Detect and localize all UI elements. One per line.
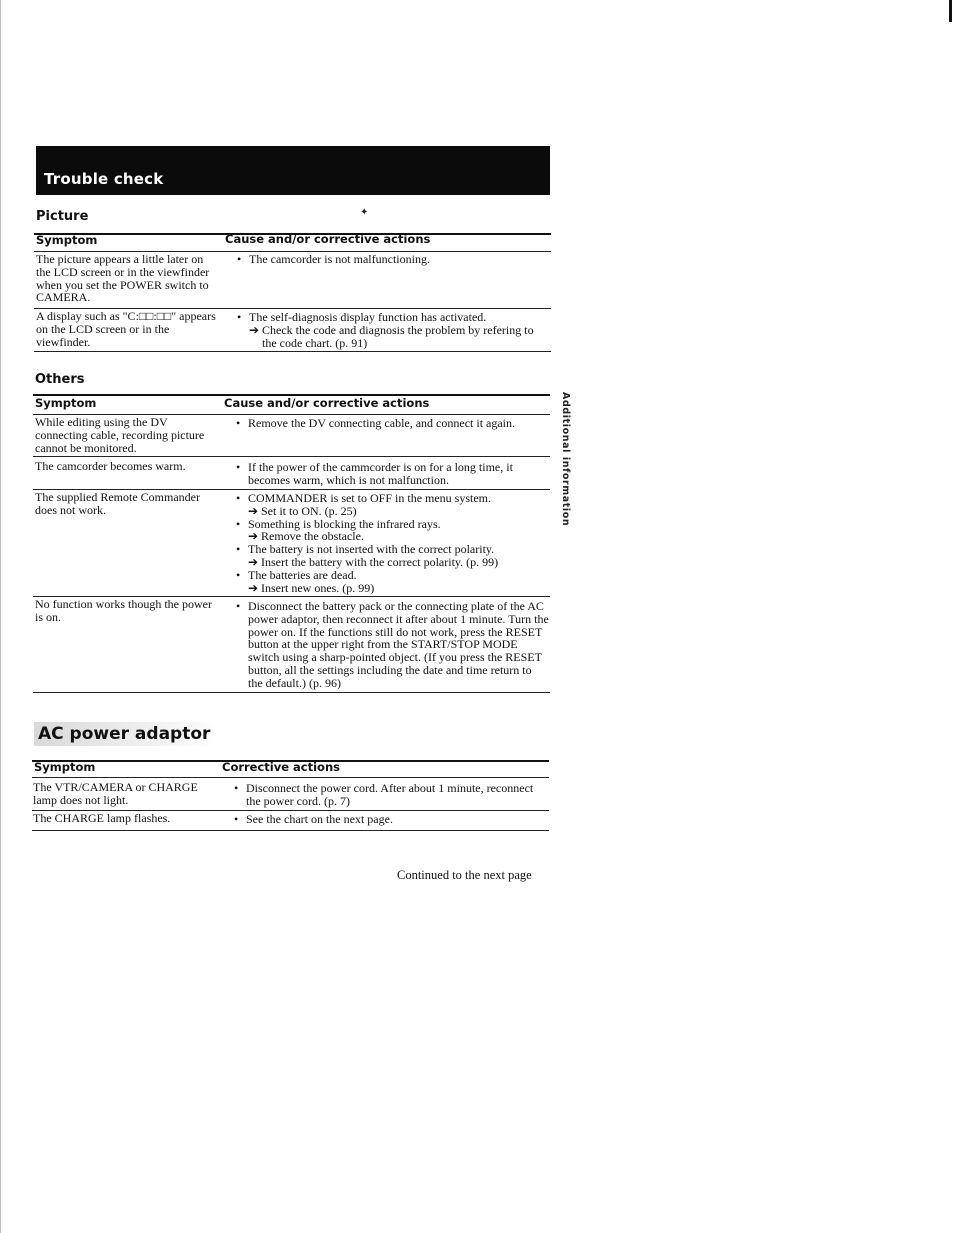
table-rule (34, 351, 551, 352)
table-row-actions (233, 782, 549, 808)
list-item: ➔ Remove the obstacle. (248, 529, 364, 544)
col-header-symptom: Symptom (35, 396, 97, 410)
table-rule (33, 692, 550, 693)
table-row-actions (235, 600, 549, 690)
arrow-icon: ➔ (248, 503, 259, 518)
col-header-cause: Cause and/or corrective actions (224, 396, 430, 410)
col-header-symptom: Symptom (34, 760, 96, 774)
list-item: • The battery is not inserted with the correct polarity. (235, 543, 549, 556)
table-row-actions (236, 253, 548, 266)
table-row-symptom: The CHARGE lamp flashes. (33, 811, 171, 825)
list-item: • Something is blocking the infrared rays. (235, 518, 549, 531)
list-item: • Remove the DV connecting cable, and connect it again. (235, 417, 549, 430)
table-row-symptom: The camcorder becomes warm. (35, 459, 186, 473)
list-item: • COMMANDER is set to OFF in the menu system. (235, 492, 549, 505)
arrow-icon: ➔ (249, 322, 260, 337)
table-row-symptom: The VTR/CAMERA or CHARGE lamp does not light. (33, 780, 198, 807)
table-row-actions (235, 417, 549, 430)
list-item: ➔ Set it to ON. (p. 25) (248, 503, 357, 518)
list-item: • The camcorder is not malfunctioning. (236, 253, 548, 266)
table-row-symptom: No function works though the power is on. (35, 597, 212, 624)
table-row-symptom: The picture appears a little later on the LCD screen or in the viewfinder when you set the POWER switch to CAMERA. (36, 252, 210, 305)
page-edge-line (0, 0, 1, 1233)
table-rule (32, 777, 549, 778)
list-item: • The self-diagnosis display function has activated. (236, 311, 548, 324)
table-row-actions (233, 813, 549, 826)
list-item: • If the power of the cammcorder is on for a long time, it becomes warm, which is not malfunction. (235, 461, 535, 487)
arrow-icon: ➔ (248, 580, 259, 595)
arrow-icon: ➔ (248, 529, 259, 544)
list-item: ➔ Check the code and diagnosis the problem by refering to the code chart. (p. 91) (249, 322, 534, 350)
table-row-actions (235, 492, 549, 594)
page-corner-mark (949, 0, 952, 22)
side-tab-label: Additional information (560, 392, 571, 527)
section-header-bar (36, 146, 550, 195)
table-row-symptom: A display such as "C:□□:□□" appears on the LCD screen or in the viewfinder. (36, 309, 216, 349)
list-item: • See the chart on the next page. (233, 813, 549, 826)
col-header-cause: Cause and/or corrective actions (225, 232, 431, 246)
list-item: ➔ Insert new ones. (p. 99) (248, 580, 375, 595)
table-row-symptom: While editing using the DV connecting cable, recording picture cannot be monitored. (35, 415, 205, 455)
list-item: • The batteries are dead. (235, 569, 549, 582)
table-row-actions (235, 461, 535, 487)
table-row-symptom: The supplied Remote Commander does not work. (35, 490, 200, 517)
table-rule (33, 456, 550, 457)
table-rule (32, 830, 549, 831)
list-item: ➔ Insert the battery with the correct polarity. (p. 99) (248, 554, 499, 569)
table-row-actions (236, 311, 548, 349)
picture-heading: Picture (36, 209, 89, 224)
others-heading: Others (35, 372, 85, 387)
list-item: • Disconnect the battery pack or the connecting plate of the AC power adaptor, then reconnect it after about 1 minute. Turn the power on. If the functions still do not work, press the RESET button at the upper right from the START/STOP MODE switch using a sharp-pointed object. (If you press the RESET button, all the settings including the date and time return to the default.) (p. 96) (235, 600, 549, 690)
ac-power-adaptor-heading: AC power adaptor (34, 722, 216, 746)
col-header-symptom: Symptom (36, 233, 98, 247)
arrow-icon: ➔ (248, 554, 259, 569)
list-item: • Disconnect the power cord. After about 1 minute, reconnect the power cord. (p. 7) (233, 782, 549, 808)
col-header-actions: Corrective actions (222, 760, 340, 774)
stray-mark: ✦ (360, 207, 369, 218)
continued-note: Continued to the next page (397, 868, 532, 882)
page-title: Trouble check (44, 170, 164, 188)
